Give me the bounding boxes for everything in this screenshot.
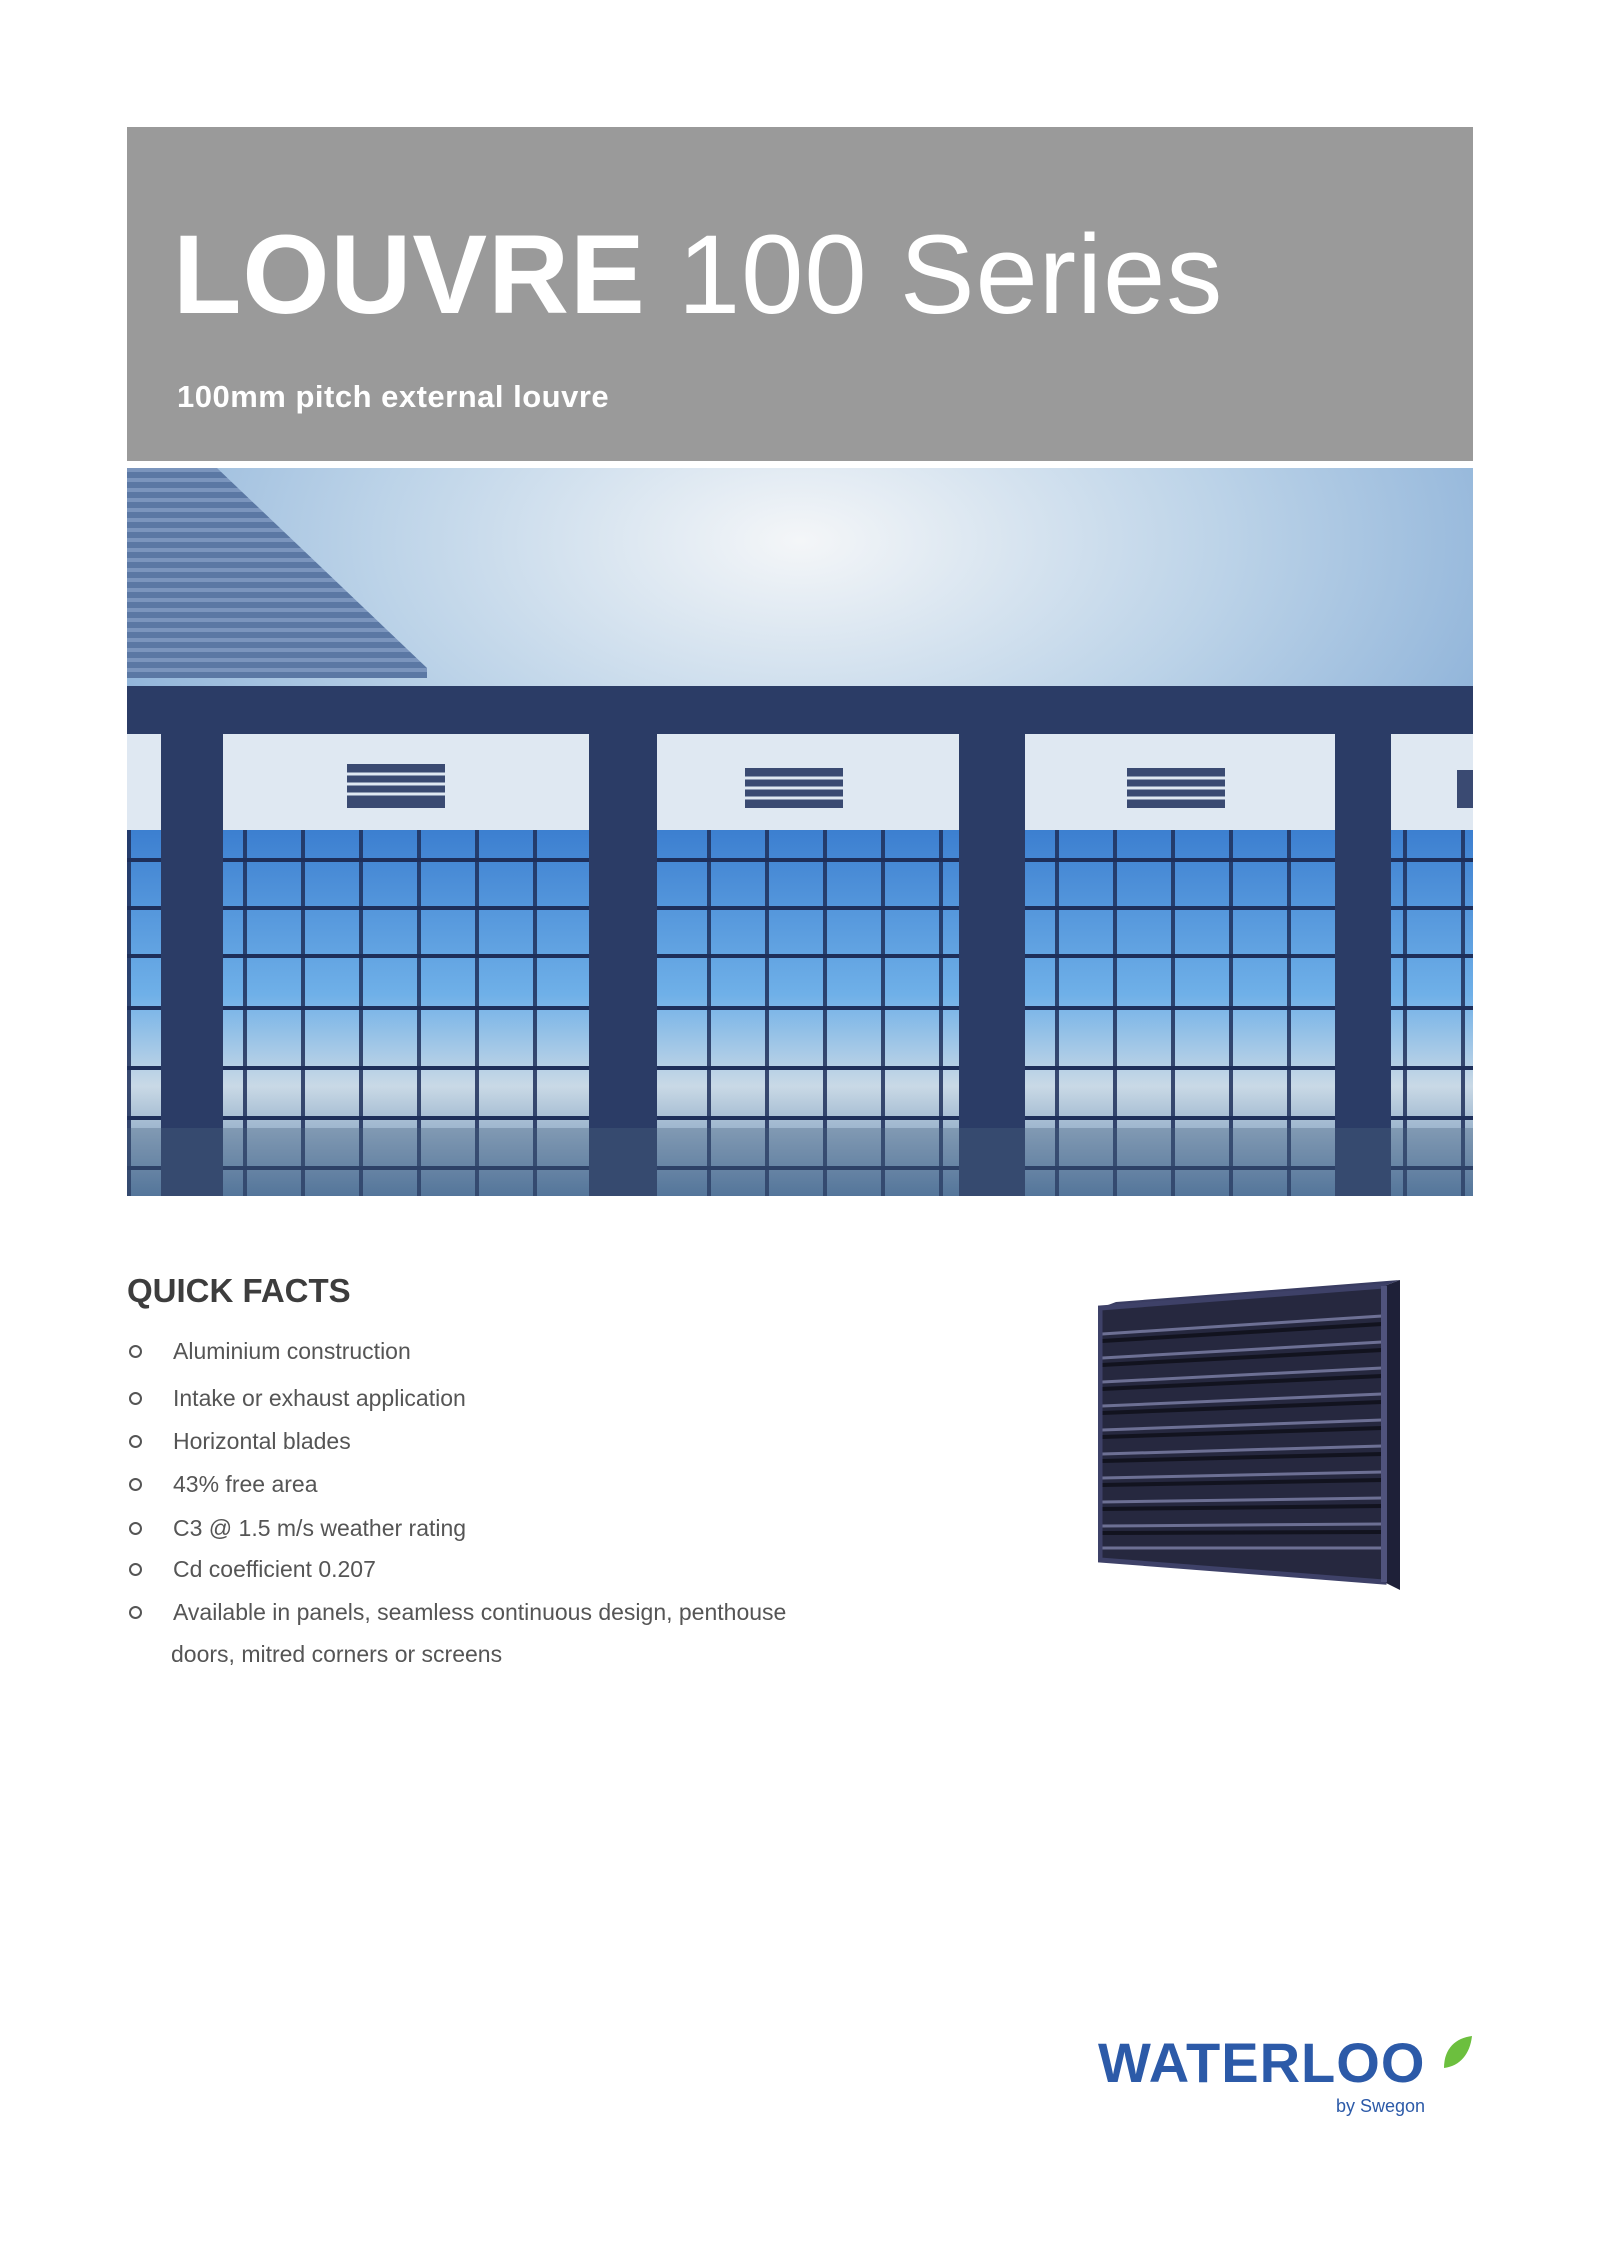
title-bold: LOUVRE — [173, 212, 646, 337]
fact-item — [127, 1595, 927, 1629]
fact-text: 43% free area — [173, 1471, 318, 1497]
fact-text: Available in panels, seamless continuous design, penthouse — [173, 1599, 787, 1625]
fact-item-continuation — [127, 1637, 927, 1671]
leaf-icon — [1440, 2034, 1474, 2074]
fact-item — [127, 1334, 927, 1368]
fact-item — [127, 1424, 927, 1458]
louvre-product-image — [1098, 1276, 1404, 1594]
fact-item — [127, 1467, 927, 1501]
quick-facts-heading: QUICK FACTS — [127, 1272, 351, 1309]
logo-tagline: by Swegon — [1336, 2096, 1426, 2116]
fact-text: Aluminium construction — [173, 1338, 411, 1364]
fact-item — [127, 1552, 927, 1586]
fact-text: C3 @ 1.5 m/s weather rating — [173, 1515, 467, 1541]
logo-wordmark: WATERLOO — [1098, 2031, 1426, 2094]
title-light: 100 Series — [677, 212, 1224, 337]
waterloo-logo — [1098, 2030, 1478, 2130]
page-title — [173, 212, 1224, 337]
circle-bullet-icon — [129, 1392, 142, 1405]
building-illustration — [127, 468, 1473, 1196]
header-band — [127, 127, 1473, 461]
fact-text: Horizontal blades — [173, 1428, 351, 1454]
circle-bullet-icon — [129, 1563, 142, 1576]
fact-item — [127, 1511, 927, 1545]
fact-text: doors, mitred corners or screens — [171, 1641, 503, 1667]
circle-bullet-icon — [129, 1522, 142, 1535]
circle-bullet-icon — [129, 1606, 142, 1619]
quick-facts-list — [127, 1334, 927, 1671]
page-subtitle: 100mm pitch external louvre — [177, 379, 610, 414]
circle-bullet-icon — [129, 1345, 142, 1358]
hero-building-photo — [127, 468, 1473, 1196]
fact-text: Intake or exhaust application — [173, 1385, 466, 1411]
fact-item — [127, 1381, 927, 1415]
circle-bullet-icon — [129, 1435, 142, 1448]
louvre-panel-illustration — [1098, 1276, 1404, 1594]
fact-text: Cd coefficient 0.207 — [173, 1556, 376, 1582]
circle-bullet-icon — [129, 1478, 142, 1491]
